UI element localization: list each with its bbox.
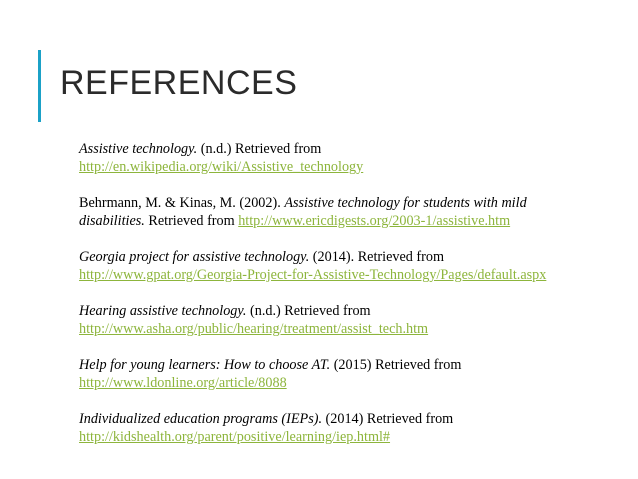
reference-item xyxy=(79,410,624,446)
reference-item xyxy=(79,302,624,338)
reference-title: Assistive technology. xyxy=(79,141,198,157)
reference-retrieved: (2014) Retrieved from xyxy=(322,411,454,427)
reference-title: Hearing assistive technology. xyxy=(79,303,247,319)
reference-item xyxy=(79,248,624,284)
reference-retrieved: (2014). Retrieved from xyxy=(309,249,444,265)
reference-item xyxy=(79,194,624,230)
title-accent-bar xyxy=(38,50,41,122)
reference-link[interactable]: http://www.ldonline.org/article/8088 xyxy=(79,375,287,391)
reference-link[interactable]: http://kidshealth.org/parent/positive/learning/iep.html# xyxy=(79,429,391,445)
reference-link[interactable]: http://www.ericdigests.org/2003-1/assistive.htm xyxy=(238,213,511,229)
reference-retrieved: (2015) Retrieved from xyxy=(330,357,462,373)
reference-item xyxy=(79,356,624,392)
reference-title: Georgia project for assistive technology. xyxy=(79,249,310,265)
reference-retrieved: Retrieved from xyxy=(144,213,239,229)
reference-author: Behrmann, M. & Kinas, M. (2002). xyxy=(79,195,285,211)
reference-retrieved: (n.d.) Retrieved from xyxy=(246,303,371,319)
reference-title: Help for young learners: How to choose AT. xyxy=(79,357,331,373)
reference-link[interactable]: http://en.wikipedia.org/wiki/Assistive_technology xyxy=(79,159,364,175)
slide-title: REFERENCES xyxy=(60,64,298,102)
reference-retrieved: (n.d.) Retrieved from xyxy=(197,141,322,157)
reference-title-continued: disabilities. xyxy=(79,213,145,229)
reference-list xyxy=(79,140,624,464)
reference-title: Assistive technology for students with mild xyxy=(284,195,527,211)
reference-title: Individualized education programs (IEPs). xyxy=(79,411,322,427)
reference-link[interactable]: http://www.asha.org/public/hearing/treatment/assist_tech.htm xyxy=(79,321,429,337)
reference-link[interactable]: http://www.gpat.org/Georgia-Project-for-Assistive-Technology/Pages/default.aspx xyxy=(79,267,547,283)
reference-item xyxy=(79,140,624,176)
